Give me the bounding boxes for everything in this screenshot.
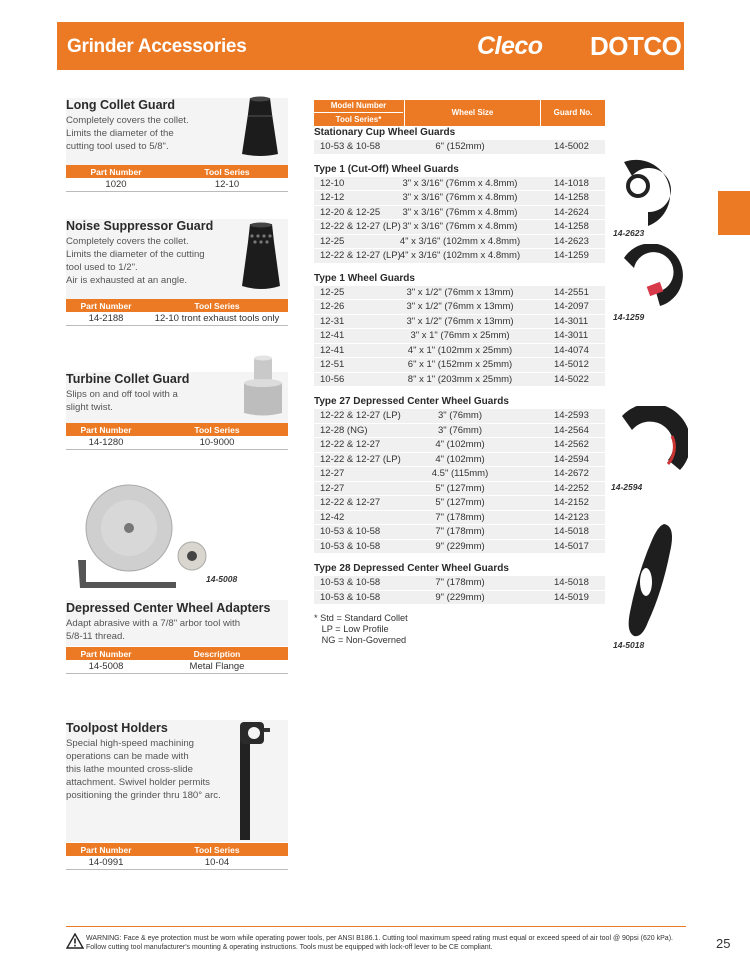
desc-line: Special high-speed machining [66, 738, 194, 749]
size-cell: 3" x 1/2" (76mm x 13mm) [406, 315, 514, 327]
section-title: Depressed Center Wheel Adapters [66, 601, 271, 615]
group-spacer [314, 554, 605, 562]
model-cell: 10-56 [320, 373, 345, 385]
desc-line: this lathe mounted cross-slide [66, 764, 193, 775]
guard-cell: 14-2623 [554, 235, 589, 247]
long-collet-table [66, 165, 288, 192]
guard-cell: 14-2123 [554, 511, 589, 523]
section-title: Noise Suppressor Guard [66, 219, 214, 233]
toolpost-table [66, 843, 288, 870]
guard-cell: 14-5017 [554, 540, 589, 552]
table-row [314, 191, 605, 206]
col-header: Part Number [66, 423, 146, 436]
section-description [66, 617, 270, 643]
table-cell: 10-04 [146, 856, 288, 870]
long-collet-guard-section [66, 98, 189, 153]
model-cell: 12-27 [320, 468, 345, 479]
toolpost-holder-image [234, 716, 274, 842]
wheel-adapter-image [76, 480, 216, 595]
table-cell: 14-5008 [66, 660, 146, 674]
guard-cell: 14-5022 [554, 373, 589, 385]
page-header [57, 22, 684, 70]
guard-cell: 14-2624 [554, 206, 589, 218]
image-caption: 14-5018 [613, 640, 645, 650]
model-cell: 12-22 & 12-27 (LP) [320, 221, 401, 232]
size-cell: 4" x 3/16" (102mm x 4.8mm) [399, 235, 521, 247]
table-row [314, 540, 605, 555]
desc-line: slight twist. [66, 402, 113, 413]
note-line: * Std = Standard Collet [314, 613, 408, 623]
group-spacer [314, 264, 605, 272]
group-spacer [314, 155, 605, 163]
col-header-size: Wheel Size [404, 100, 541, 126]
size-cell: 8" x 1" (203mm x 25mm) [407, 373, 513, 385]
table-row [314, 525, 605, 540]
col-header: Part Number [66, 299, 146, 312]
image-caption: 14-2594 [611, 482, 643, 492]
model-cell: 12-41 [320, 330, 345, 341]
model-cell: 10-53 & 10-58 [320, 591, 381, 603]
guard-cell: 14-2097 [554, 301, 589, 312]
table-row [314, 438, 605, 453]
group-title: Type 27 Depressed Center Wheel Guards [314, 396, 509, 407]
noise-suppressor-section [66, 219, 213, 287]
desc-line: Adapt abrasive with a 7/8" arbor tool with [66, 618, 241, 629]
size-cell: 3" x 3/16" (76mm x 4.8mm) [402, 206, 518, 218]
size-cell: 5" (127mm) [435, 482, 485, 494]
turbine-collet-image [240, 355, 286, 419]
noise-suppressor-table [66, 299, 288, 326]
guard-cell: 14-2152 [554, 497, 589, 508]
table-row [314, 329, 605, 344]
turbine-collet-section [66, 372, 189, 414]
desc-line: operations can be made with [66, 751, 189, 762]
model-cell: 12-20 & 12-25 [320, 206, 381, 218]
table-body [314, 126, 605, 605]
table-row [314, 249, 605, 264]
table-row [314, 424, 605, 439]
cleco-logo: Cleco [477, 32, 543, 60]
table-cell: 12-10 [166, 178, 288, 192]
col-header: Tool Series [146, 843, 288, 856]
page-number: 25 [716, 936, 731, 951]
guard-cell: 14-1018 [554, 177, 589, 189]
page-title: Grinder Accessories [67, 36, 247, 57]
table-row [314, 315, 605, 330]
guard-cell: 14-3011 [554, 315, 589, 327]
size-cell: 3" (76mm) [437, 424, 483, 436]
table-row [314, 235, 605, 250]
section-title: Toolpost Holders [66, 721, 168, 735]
model-cell: 12-42 [320, 511, 345, 523]
note-line: LP = Low Profile [314, 624, 389, 634]
col-header: Description [146, 647, 288, 660]
guard-cell: 14-2593 [554, 410, 589, 421]
image-caption: 14-2623 [613, 228, 645, 238]
table-row [314, 358, 605, 373]
desc-line: Completely covers the collet. [66, 115, 189, 126]
size-cell: 4" (102mm) [435, 453, 485, 465]
warning-icon [66, 933, 84, 949]
table-row [314, 496, 605, 511]
model-cell: 12-22 & 12-27 [320, 497, 381, 508]
model-cell: 10-53 & 10-58 [320, 577, 381, 588]
guard-cell: 14-5019 [554, 591, 589, 603]
size-cell: 4" x 1" (102mm x 25mm) [407, 344, 513, 356]
guard-cell: 14-5018 [554, 577, 589, 588]
table-cell: 14-2188 [66, 312, 146, 326]
model-cell: 12-22 & 12-27 (LP) [320, 410, 401, 421]
size-cell: 4.5" (115mm) [431, 468, 489, 479]
group-spacer [314, 387, 605, 395]
size-cell: 3" x 1/2" (76mm x 13mm) [406, 286, 514, 298]
size-cell: 3" x 1/2" (76mm x 13mm) [406, 301, 514, 312]
warning-text: WARNING: Face & eye protection must be worn while operating power tools, per ANSI B186.1. Cutting tool maximum speed rating must equal or exceed speed of air tool @ 90psi (620 kPa). Follow cutting tool manufacturer's mounting & operating instructions. Tools must be equipped with lock-off lever to be CE compliant. [86, 935, 673, 951]
table-row [314, 220, 605, 235]
group-title: Type 1 Wheel Guards [314, 272, 415, 284]
model-cell: 12-51 [320, 359, 345, 370]
toolpost-holders-section [66, 721, 221, 802]
table-cell: 14-0991 [66, 856, 146, 870]
size-cell: 3" x 3/16" (76mm x 4.8mm) [402, 221, 518, 232]
size-cell: 6" x 1" (152mm x 25mm) [407, 359, 513, 370]
model-cell: 12-41 [320, 344, 345, 356]
desc-line: cutting tool used to 5/8". [66, 141, 169, 152]
model-cell: 12-10 [320, 177, 345, 189]
size-cell: 3" x 3/16" (76mm x 4.8mm) [402, 177, 518, 189]
long-collet-guard-image [238, 96, 282, 158]
col-header: Tool Series [166, 165, 288, 178]
guard-cell: 14-1258 [554, 192, 589, 203]
desc-line: Limits the diameter of the cutting [66, 249, 205, 260]
size-cell: 6" (152mm) [435, 141, 485, 152]
table-cell: 14-1280 [66, 436, 146, 450]
table-row [314, 482, 605, 497]
section-description [66, 235, 213, 287]
guard-cell: 14-4074 [554, 344, 589, 356]
image-caption: 14-1259 [613, 312, 645, 322]
wheel-guard-image [624, 522, 676, 642]
size-cell: 7" (178mm) [435, 526, 485, 537]
model-cell: 12-12 [320, 192, 345, 203]
desc-line: tool used to 1/2". [66, 262, 138, 273]
model-cell: 12-25 [320, 286, 345, 298]
size-cell: 9" (229mm) [435, 591, 485, 603]
table-row [314, 373, 605, 388]
group-title: Type 1 (Cut-Off) Wheel Guards [314, 163, 459, 175]
guard-cell: 14-5002 [554, 141, 589, 152]
model-cell: 12-28 (NG) [320, 424, 368, 436]
wheel-guards-table [314, 100, 605, 605]
wheel-adapters-table [66, 647, 288, 674]
note-line: NG = Non-Governed [314, 635, 407, 645]
table-row [314, 467, 605, 482]
table-header [314, 100, 605, 126]
size-cell: 3" (76mm) [437, 410, 483, 421]
table-row [314, 591, 605, 606]
model-cell: 12-27 [320, 482, 345, 494]
col-header: Tool Series [146, 423, 288, 436]
side-tab [718, 191, 750, 235]
noise-suppressor-image [238, 222, 284, 292]
desc-line: attachment. Swivel holder permits [66, 777, 210, 788]
model-cell: 12-22 & 12-27 (LP) [320, 250, 401, 261]
desc-line: positioning the grinder thru 180° arc. [66, 790, 221, 801]
guard-cell: 14-5018 [554, 526, 589, 537]
wheel-adapters-section [66, 601, 270, 643]
size-cell: 5" (127mm) [435, 497, 485, 508]
table-row [314, 409, 605, 424]
table-row [314, 576, 605, 591]
col-header: Part Number [66, 165, 166, 178]
col-header-series: Tool Series* [335, 115, 382, 124]
size-cell: 9" (229mm) [435, 540, 485, 552]
guard-cell: 14-2252 [554, 482, 589, 494]
table-cell: 12-10 tront exhaust tools only [146, 312, 288, 326]
col-header: Tool Series [146, 299, 288, 312]
table-row [314, 177, 605, 192]
model-cell: 12-22 & 12-27 (LP) [320, 453, 401, 465]
wheel-guard-image [618, 150, 690, 230]
table-cell: 1020 [66, 178, 166, 192]
dotco-logo: DOTCO [590, 31, 682, 61]
model-cell: 10-53 & 10-58 [320, 141, 381, 152]
guard-cell: 14-2562 [554, 439, 589, 450]
group-title: Type 28 Depressed Center Wheel Guards [314, 563, 509, 574]
table-row [314, 140, 605, 155]
table-cell: Metal Flange [146, 660, 288, 674]
size-cell: 7" (178mm) [435, 511, 485, 523]
col-header: Part Number [66, 647, 146, 660]
guard-cell: 14-2564 [554, 424, 589, 436]
wheel-guard-image [618, 406, 688, 482]
table-row [314, 286, 605, 301]
guard-cell: 14-2672 [554, 468, 589, 479]
model-cell: 12-26 [320, 301, 345, 312]
guard-cell: 14-1259 [554, 250, 589, 261]
desc-line: Air is exhausted at an angle. [66, 275, 188, 286]
section-description [66, 737, 221, 802]
desc-line: Slips on and off tool with a [66, 389, 178, 400]
section-title: Long Collet Guard [66, 98, 176, 112]
guard-cell: 14-2551 [554, 286, 589, 298]
col-header-model: Model Number [314, 100, 403, 113]
size-cell: 3" x 3/16" (76mm x 4.8mm) [402, 192, 518, 203]
model-cell: 12-31 [320, 315, 345, 327]
table-cell: 10-9000 [146, 436, 288, 450]
model-cell: 10-53 & 10-58 [320, 526, 381, 537]
table-row [314, 511, 605, 526]
wheel-guard-image [620, 244, 688, 308]
size-cell: 4" (102mm) [435, 439, 485, 450]
table-row [314, 344, 605, 359]
desc-line: 5/8-11 thread. [66, 631, 126, 642]
table-row [314, 300, 605, 315]
turbine-collet-table [66, 423, 288, 450]
guard-cell: 14-1258 [554, 221, 589, 232]
size-cell: 7" (178mm) [435, 577, 485, 588]
footnotes [314, 613, 408, 646]
model-cell: 10-53 & 10-58 [320, 540, 381, 552]
footer-divider [66, 926, 686, 927]
guard-cell: 14-2594 [554, 453, 589, 465]
desc-line: Limits the diameter of the [66, 128, 174, 139]
size-cell: 3" x 1" (76mm x 25mm) [410, 330, 510, 341]
table-row [314, 206, 605, 221]
group-title: Stationary Cup Wheel Guards [314, 127, 456, 138]
col-header-guard: Guard No. [553, 108, 593, 117]
section-title: Turbine Collet Guard [66, 372, 190, 386]
guard-cell: 14-5012 [554, 359, 589, 370]
model-cell: 12-25 [320, 235, 345, 247]
section-description [66, 388, 189, 414]
size-cell: 4" x 3/16" (102mm x 4.8mm) [399, 250, 521, 261]
section-description [66, 114, 189, 153]
desc-line: Completely covers the collet. [66, 236, 189, 247]
guard-cell: 14-3011 [554, 330, 589, 341]
model-cell: 12-22 & 12-27 [320, 439, 381, 450]
image-caption: 14-5008 [206, 574, 238, 584]
table-row [314, 453, 605, 468]
col-header: Part Number [66, 843, 146, 856]
